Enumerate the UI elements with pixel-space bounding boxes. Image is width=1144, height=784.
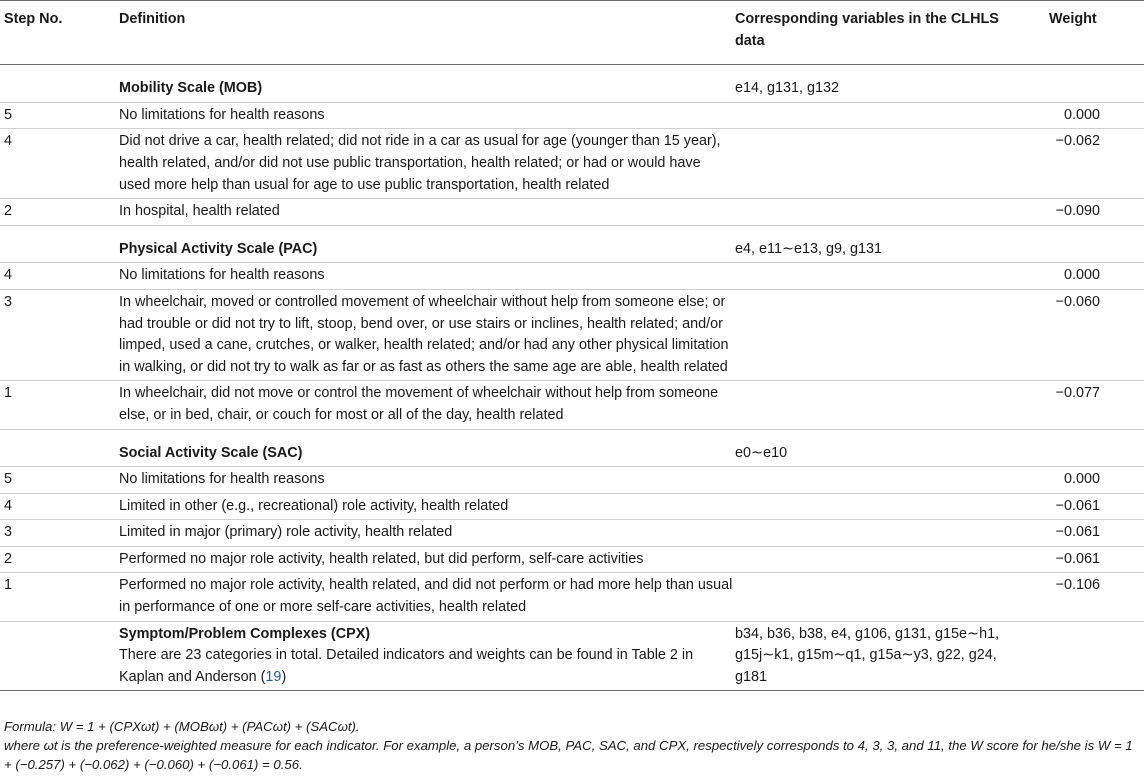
scale-title: Social Activity Scale (SAC) [119, 444, 303, 461]
weight-cell: 0.000 [1063, 106, 1100, 123]
definition-cell: No limitations for health reasons [119, 267, 325, 284]
scale-title: Physical Activity Scale (PAC) [119, 240, 318, 257]
scale-title: Mobility Scale (MOB) [119, 80, 263, 97]
scale-variables: e0∼e10 [735, 444, 788, 461]
weight-cell: −0.077 [1055, 385, 1100, 402]
table-row [0, 199, 1144, 226]
definition-cell: In hospital, health related [119, 203, 280, 220]
cpx-definition-cell [119, 621, 735, 691]
explanation: where ωt is the preference-weighted measure for each indicator. For example, a person’s MOB, PAC, SAC, and CPX, respectively corresponds to 4, 3, 3, and 11, the W score for he/she is W = 1 + (−0.257) + (−0.062) + (−0.060) + (−0.061) = 0.56. [4, 738, 1133, 772]
weight-cell: 0.000 [1063, 471, 1100, 488]
table-row [0, 573, 1144, 621]
step-cell: 2 [4, 203, 13, 220]
scale-variables: e14, g131, g132 [735, 80, 840, 97]
weight-cell: −0.061 [1055, 524, 1100, 541]
table-row [0, 102, 1144, 129]
header-definition: Definition [119, 11, 186, 27]
table-row [0, 289, 1144, 380]
scale-variables: e4, e11∼e13, g9, g131 [735, 240, 883, 257]
definition-cell: In wheelchair, moved or controlled movement of wheelchair without help from someone else; or had trouble or did not try to lift, stoop, bend over, or use stairs or inclines, health related; and/or limped, used a cane, crutches, or walker, health related; and/or had any other physical limitation in walking, or did not try to walk as far or as fast as others the same age are able, health related [119, 293, 729, 375]
step-cell: 1 [4, 385, 13, 402]
definition-cell: Limited in major (primary) role activity, health related [119, 524, 453, 541]
definition-cell: Performed no major role activity, health related, but did perform, self-care activities [119, 550, 644, 567]
definition-cell: In wheelchair, did not move or control the movement of wheelchair without help from someone else, or in bed, chair, or couch for most or all of the day, health related [119, 385, 719, 423]
weight-cell: −0.062 [1055, 133, 1100, 150]
step-cell: 3 [4, 524, 13, 541]
table-row [0, 520, 1144, 547]
cpx-definition-end: ) [281, 668, 287, 685]
definition-cell: Performed no major role activity, health related, and did not perform or had more help than usual in performance of one or more self-care activities, health related [119, 577, 733, 616]
scale-title: Symptom/Problem Complexes (CPX) [119, 625, 371, 642]
scale-row-pac [0, 225, 1144, 263]
table-header-row [0, 1, 1144, 65]
weight-cell: 0.000 [1063, 267, 1100, 284]
formula: Formula: W = 1 + (CPXωt) + (MOBωt) + (PACωt) + (SACωt). [4, 719, 360, 734]
header-weight: Weight [1049, 11, 1097, 27]
scale-row-sac [0, 429, 1144, 467]
definition-cell: No limitations for health reasons [119, 471, 325, 488]
scale-row-cpx [0, 621, 1144, 691]
weight-cell: −0.106 [1055, 577, 1100, 594]
table-row [0, 263, 1144, 290]
footnote-explanation [4, 736, 1140, 774]
table-row [0, 129, 1144, 199]
definition-cell: Limited in other (e.g., recreational) role activity, health related [119, 497, 509, 514]
header-variables: Corresponding variables in the CLHLS data [735, 11, 999, 49]
step-cell: 5 [4, 106, 13, 123]
step-cell: 2 [4, 550, 13, 567]
table-row [0, 381, 1144, 429]
table-row [0, 467, 1144, 494]
scale-variables: b34, b36, b38, e4, g106, g131, g15e∼h1, g15j∼k1, g15m∼q1, g15a∼y3, g22, g24, g181 [735, 625, 1000, 685]
table-footnote [4, 717, 1140, 774]
scale-row-mob [0, 65, 1144, 103]
definition-cell: No limitations for health reasons [119, 106, 325, 123]
weight-cell: −0.060 [1055, 293, 1100, 310]
table-row [0, 493, 1144, 520]
citation-link[interactable]: 19 [265, 668, 282, 685]
formula-text [4, 717, 1140, 736]
weight-cell: −0.090 [1055, 203, 1100, 220]
step-cell: 4 [4, 133, 13, 150]
weight-cell: −0.061 [1055, 550, 1100, 567]
weight-cell: −0.061 [1055, 497, 1100, 514]
step-cell: 4 [4, 267, 13, 284]
step-cell: 4 [4, 497, 13, 514]
step-cell: 3 [4, 293, 13, 310]
step-cell: 5 [4, 471, 13, 488]
step-cell: 1 [4, 577, 13, 594]
table-row [0, 546, 1144, 573]
cpx-definition: There are 23 categories in total. Detailed indicators and weights can be found in Table 2 in Kaplan and Anderson ( [119, 647, 694, 685]
definition-cell: Did not drive a car, health related; did not ride in a car as usual for age (younger than 15 year), health related, and/or did not use public transportation, health related; or had or would have used more help than usual for age to use public transportation, health related [119, 133, 721, 193]
header-step: Step No. [4, 11, 63, 27]
